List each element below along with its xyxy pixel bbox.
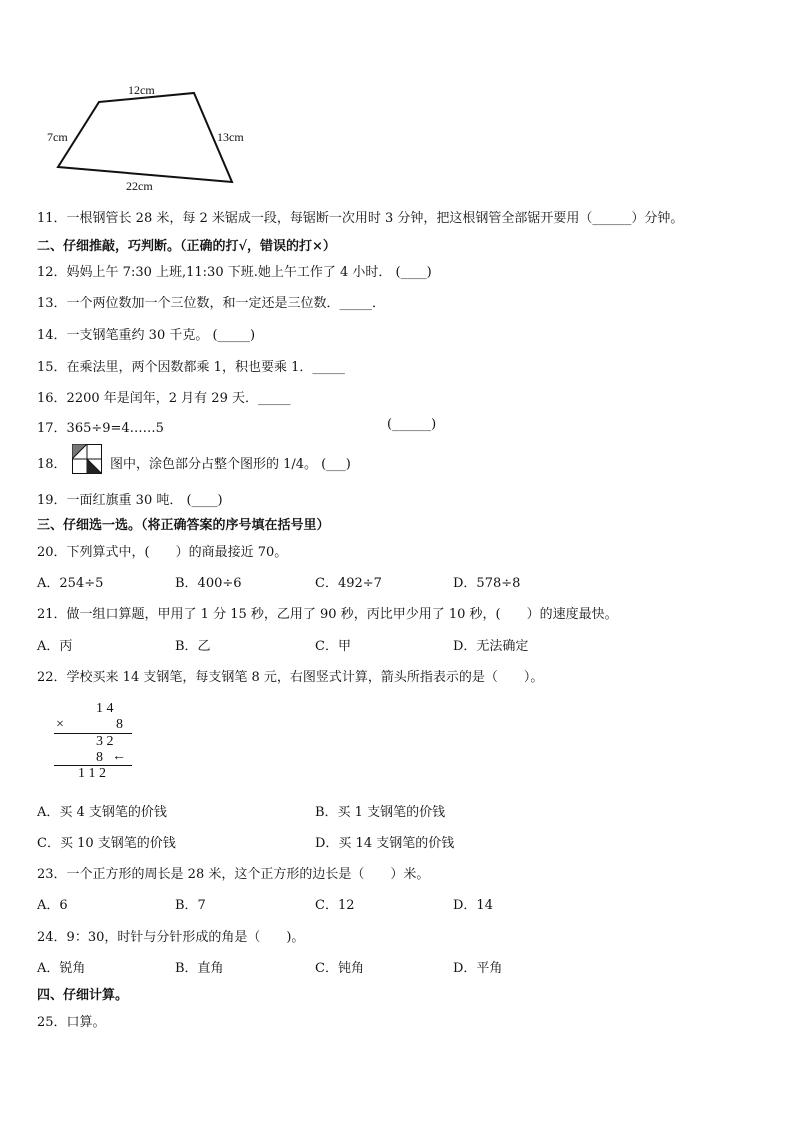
section-2-heading: 二、仔细推敲，巧判断。（正确的打√，错误的打×）	[37, 239, 336, 254]
q24-option-a: A．锐角	[37, 961, 86, 976]
q20-option-d: D．578÷8	[453, 576, 521, 591]
question-21-stem: 21．做一组口算题，甲用了 1 分 15 秒，乙用了 90 秒，丙比甲少用了 10 秒，( ）的速度最快。	[37, 607, 618, 622]
question-24-stem: 24．9：30，时针与分针形成的角是（ )。	[37, 930, 305, 945]
question-11: 11．一根钢管长 28 米，每 2 米锯成一段，每锯断一次用时 3 分钟，把这根钢管全部锯开要用（______）分钟。	[37, 211, 684, 226]
question-23-stem: 23．一个正方形的周长是 28 米，这个正方形的边长是（ ）米。	[37, 867, 430, 882]
calc-row-4: 8	[96, 750, 103, 765]
times-sign: ×	[56, 717, 64, 732]
q22-option-d: D．买 14 支钢笔的价钱	[315, 836, 455, 851]
q24-option-b: B．直角	[175, 961, 224, 976]
q20-option-c: C．492÷7	[315, 576, 382, 591]
calc-row-1: 1 4	[96, 701, 114, 716]
bottom-side-label: 22cm	[126, 179, 153, 193]
shaded-square-icon	[72, 444, 102, 474]
calc-row-5: 1 1 2	[78, 766, 106, 781]
question-17: 17．365÷9=4……5	[37, 421, 164, 436]
calc-row-2: 8	[116, 717, 123, 732]
arrow-icon: ←	[112, 749, 126, 764]
trapezoid-figure	[0, 0, 300, 200]
vertical-multiplication	[52, 701, 142, 781]
question-22-stem: 22．学校买来 14 支钢笔，每支钢笔 8 元，右图竖式计算，箭头所指表示的是（ ）。	[37, 670, 544, 685]
question-13: 13．一个两位数加一个三位数，和一定还是三位数．_____．	[37, 296, 386, 311]
section-3-heading: 三、仔细选一选。（将正确答案的序号填在括号里）	[37, 518, 330, 533]
q21-option-d: D．无法确定	[453, 639, 529, 654]
q23-option-a: A．6	[37, 898, 68, 913]
q21-option-b: B．乙	[175, 639, 211, 654]
question-17-answer-blank: (______)	[387, 417, 437, 432]
q23-option-d: D．14	[453, 898, 493, 913]
q21-option-c: C．甲	[315, 639, 351, 654]
question-12: 12．妈妈上午 7:30 上班,11:30 下班.她上午工作了 4 小时． (____)	[37, 265, 432, 280]
question-20-stem: 20．下列算式中，( ）的商最接近 70。	[37, 545, 288, 560]
trapezoid-shape	[58, 93, 232, 182]
question-18: 图中，涂色部分占整个图形的 1/4。 (___)	[110, 457, 351, 472]
q20-option-b: B．400÷6	[175, 576, 242, 591]
question-15: 15．在乘法里，两个因数都乘 1，积也要乘 1．_____	[37, 360, 345, 375]
left-side-label: 7cm	[47, 130, 68, 144]
q23-option-c: C．12	[315, 898, 355, 913]
q21-option-a: A．丙	[37, 639, 73, 654]
question-18-number: 18．	[37, 457, 67, 472]
q22-option-b: B．买 1 支钢笔的价钱	[315, 805, 446, 820]
calc-rule-1	[54, 733, 132, 734]
question-14: 14．一支钢笔重约 30 千克。 (_____)	[37, 328, 256, 343]
question-16: 16．2200 年是闰年，2 月有 29 天．_____	[37, 391, 291, 406]
q24-option-d: D．平角	[453, 961, 503, 976]
q20-option-a: A．254÷5	[37, 576, 104, 591]
top-side-label: 12cm	[128, 83, 155, 97]
question-25: 25．口算。	[37, 1015, 106, 1030]
question-19: 19．一面红旗重 30 吨． (____)	[37, 493, 223, 508]
q24-option-c: C．钝角	[315, 961, 364, 976]
calc-row-3: 3 2	[96, 734, 114, 749]
right-side-label: 13cm	[217, 130, 244, 144]
q22-option-a: A．买 4 支钢笔的价钱	[37, 805, 167, 820]
q23-option-b: B．7	[175, 898, 206, 913]
section-4-heading: 四、仔细计算。	[37, 988, 129, 1003]
q22-option-c: C．买 10 支钢笔的价钱	[37, 836, 176, 851]
